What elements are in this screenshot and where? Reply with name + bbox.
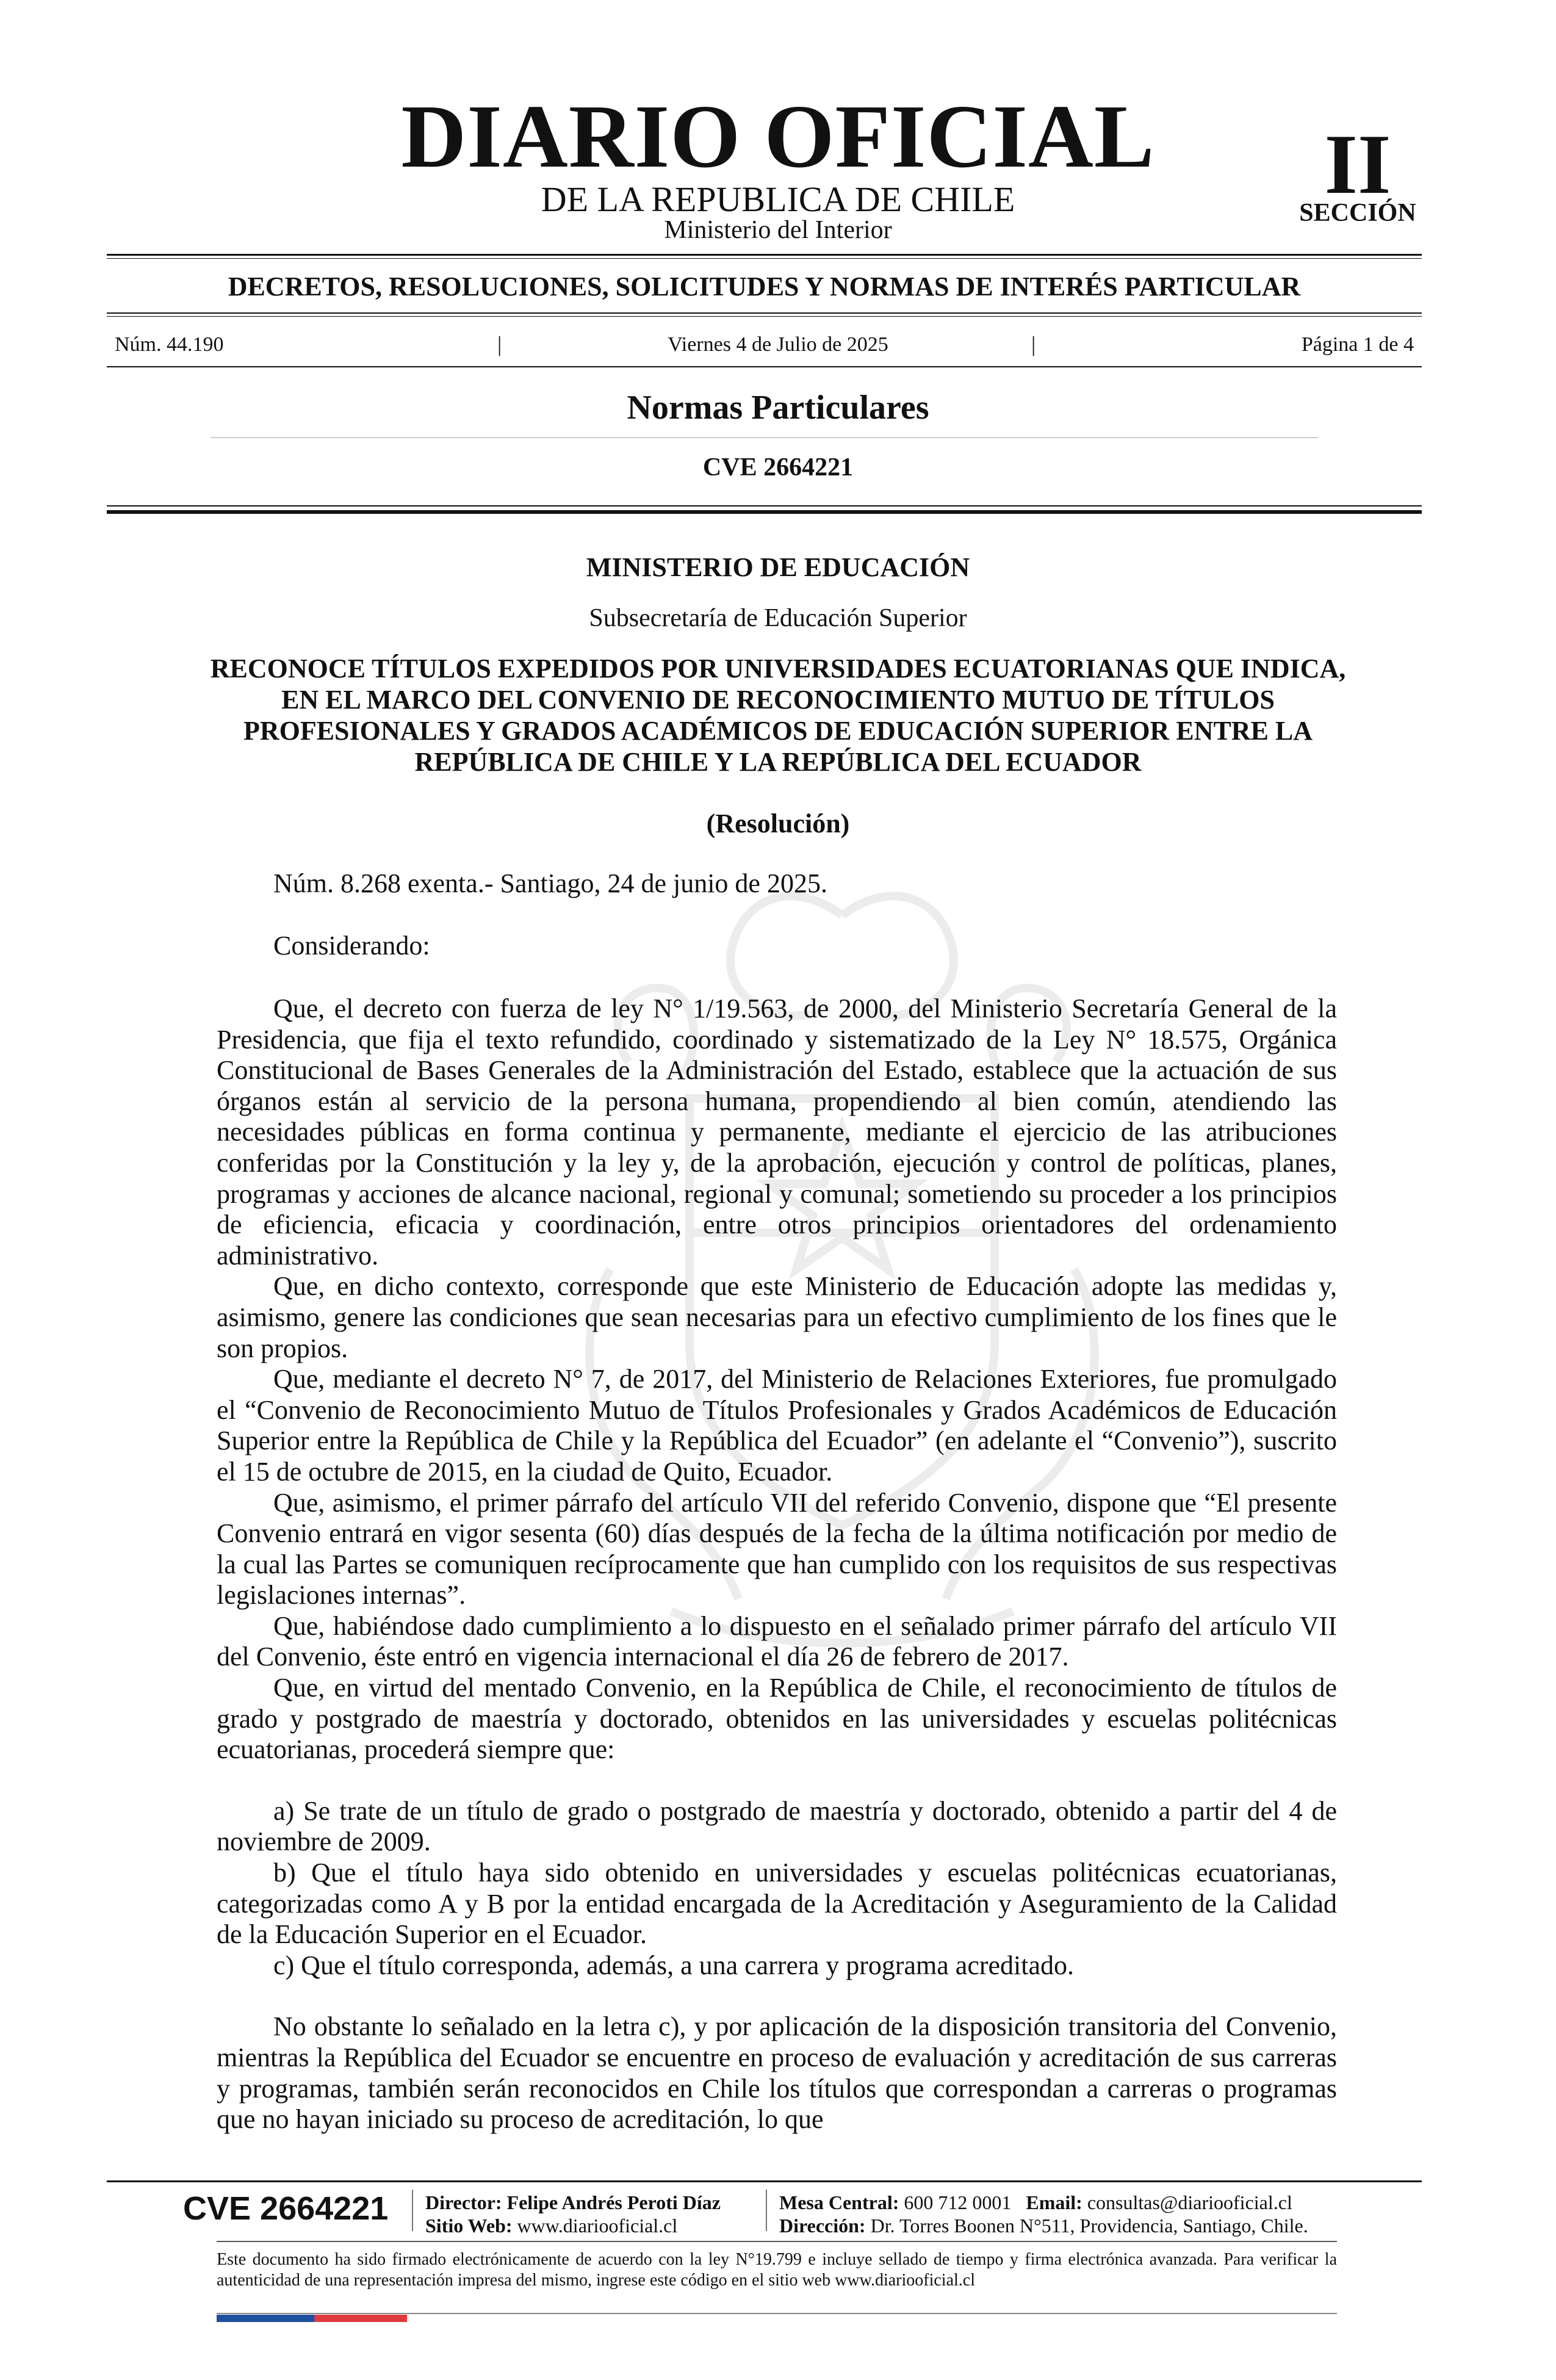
body-paragraph: Que, asimismo, el primer párrafo del artículo VII del referido Convenio, dispone que “El presente Convenio entrará en vigor sesenta (60) días después de la fecha de la última notificación por medio de la cual las Partes se comuniquen recíprocamente que han cumplido con los requisitos de sus respectivas legislaciones internas”.	[217, 1487, 1337, 1610]
flag-stripe-blue	[217, 2315, 314, 2322]
condition-item: b) Que el título haya sido obtenido en universidades y escuelas politécnicas ecuatorianas, categorizadas como A y B por la entidad encargada de la Acreditación y Aseguramiento de la Calidad de la Educación Superior en el Ecuador.	[217, 1858, 1337, 1950]
footer-divider	[412, 2190, 413, 2231]
header-rule-top	[107, 254, 1422, 256]
footer-divider	[766, 2190, 767, 2231]
document-title: RECONOCE TÍTULOS EXPEDIDOS POR UNIVERSIDADES ECUATORIANAS QUE INDICA, EN EL MARCO DEL CONVENIO DE RECONOCIMIENTO MUTUO DE TÍTULOS PROFESIONALES Y GRADOS ACADÉMICOS DE EDUCACIÓN SUPERIOR ENTRE LA REPÚBLICA DE CHILE Y LA REPÚBLICA DEL ECUADOR	[210, 654, 1346, 777]
condition-item: c) Que el título corresponda, además, a una carrera y programa acreditado.	[273, 1950, 1075, 1980]
body-paragraph: No obstante lo señalado en la letra c), y por aplicación de la disposición transitoria del Convenio, mientras la República del Ecuador se encuentre en proceso de evaluación y acreditación de sus carreras y programas, también serán reconocidos en Chile los títulos que correspondan a carreras o programas que no hayan iniciado su proceso de acreditación, lo que	[217, 2011, 1337, 2135]
header-rule-bottom	[107, 510, 1422, 514]
issue-separator: |	[497, 332, 502, 356]
phone-number: 600 712 0001	[904, 2191, 1012, 2213]
newspaper-title: DIARIO OFICIAL	[401, 87, 1155, 187]
header-rule-top-thin	[107, 258, 1422, 259]
footer-legal-notice: Este documento ha sido firmado electrónicamente de acuerdo con la ley N°19.799 e incluye sellado de tiempo y firma electrónica avanzada. Para verificar la autenticidad de una representación impresa del mismo, ingrese este código en el sitio web www.diariooficial.cl	[217, 2250, 1337, 2290]
email-link[interactable]: consultas@diariooficial.cl	[1087, 2191, 1292, 2213]
footer-rule	[107, 2180, 1422, 2182]
issue-number: Núm. 44.190	[115, 333, 224, 356]
page-indicator: Página 1 de 4	[1301, 333, 1414, 356]
address-text: Dr. Torres Boonen N°511, Providencia, Santiago, Chile.	[870, 2215, 1308, 2237]
footer-thin-rule	[217, 2241, 1337, 2242]
considering-heading: Considerando:	[273, 931, 430, 961]
footer-director-block	[425, 2191, 721, 2237]
header-rule-mid-thin	[107, 316, 1422, 317]
cve-code: CVE 2664221	[702, 453, 854, 481]
director-name: Felipe Andrés Peroti Díaz	[506, 2191, 721, 2213]
issuing-subsecretariat: Subsecretaría de Educación Superior	[589, 604, 967, 632]
document-body	[217, 993, 1337, 2135]
footer-cve-code: CVE 2664221	[183, 2190, 389, 2227]
condition-item: a) Se trate de un título de grado o postgrado de maestría y doctorado, obtenido a partir del 4 de noviembre de 2009.	[217, 1795, 1337, 1857]
email-label: Email:	[1026, 2191, 1082, 2213]
flag-stripe-red	[314, 2315, 407, 2322]
resolution-number-line: Núm. 8.268 exenta.- Santiago, 24 de junio de 2025.	[273, 868, 827, 898]
website-link[interactable]: www.diariooficial.cl	[517, 2215, 678, 2237]
newspaper-subtitle: DE LA REPUBLICA DE CHILE	[541, 179, 1015, 219]
issue-date: Viernes 4 de Julio de 2025	[668, 333, 888, 356]
newspaper-ministry: Ministerio del Interior	[664, 216, 892, 244]
section-heading-rule	[211, 437, 1318, 438]
document-type: (Resolución)	[706, 809, 850, 838]
issue-separator: |	[1031, 332, 1036, 356]
body-paragraph: Que, mediante el decreto N° 7, de 2017, del Ministerio de Relaciones Exteriores, fue promulgado el “Convenio de Reconocimiento Mutuo de Títulos Profesionales y Grados Académicos de Educación Superior entre la República de Chile y la República del Ecuador” (en adelante el “Convenio”), suscrito el 15 de octubre de 2015, en la ciudad de Quito, Ecuador.	[217, 1364, 1337, 1487]
header-rule-bottom-thin	[107, 505, 1422, 507]
body-paragraph: Que, en dicho contexto, corresponde que este Ministerio de Educación adopte las medidas y, asimismo, genere las condiciones que sean necesarias para un efectivo cumplimiento de los fines que le son propios.	[217, 1271, 1337, 1363]
issuing-ministry: MINISTERIO DE EDUCACIÓN	[586, 552, 970, 582]
section-label: SECCIÓN	[1299, 199, 1416, 227]
website-label: Sitio Web:	[425, 2215, 513, 2237]
director-label: Director:	[425, 2191, 502, 2213]
footer-bottom-rule	[217, 2313, 1337, 2314]
phone-label: Mesa Central:	[779, 2191, 899, 2213]
header-rule-mid	[107, 312, 1422, 314]
footer-contact-block	[779, 2191, 1308, 2237]
section-number: II	[1324, 117, 1391, 212]
body-paragraph: Que, el decreto con fuerza de ley N° 1/19.563, de 2000, del Ministerio Secretaría General de la Presidencia, que fija el texto refundido, coordinado y sistematizado de la Ley N° 18.575, Orgánica Constitucional de Bases Generales de la Administración del Estado, establece que la actuación de sus órganos están al servicio de la persona humana, propendiendo al bien común, atendiendo las necesidades públicas en forma continua y permanente, mediante el ejercicio de las atribuciones conferidas por la Constitución y la ley y, de la aprobación, ejecución y control de políticas, planes, programas y acciones de alcance nacional, regional y comunal; sometiendo su proceder a los principios de eficiencia, eficacia y coordinación, entre otros principios orientadores del ordenamiento administrativo.	[217, 993, 1337, 1271]
address-label: Dirección:	[779, 2215, 866, 2237]
body-paragraph: Que, habiéndose dado cumplimiento a lo dispuesto en el señalado primer párrafo del artículo VII del Convenio, éste entró en vigencia internacional el día 26 de febrero de 2017.	[217, 1610, 1337, 1672]
body-paragraph: Que, en virtud del mentado Convenio, en la República de Chile, el reconocimiento de títulos de grado y postgrado de maestría y doctorado, obtenidos en las universidades y escuelas politécnicas ecuatorianas, procederá siempre que:	[217, 1673, 1337, 1765]
issue-rule	[107, 366, 1422, 367]
section-heading: Normas Particulares	[627, 389, 929, 427]
publication-category: DECRETOS, RESOLUCIONES, SOLICITUDES Y NORMAS DE INTERÉS PARTICULAR	[228, 272, 1301, 301]
